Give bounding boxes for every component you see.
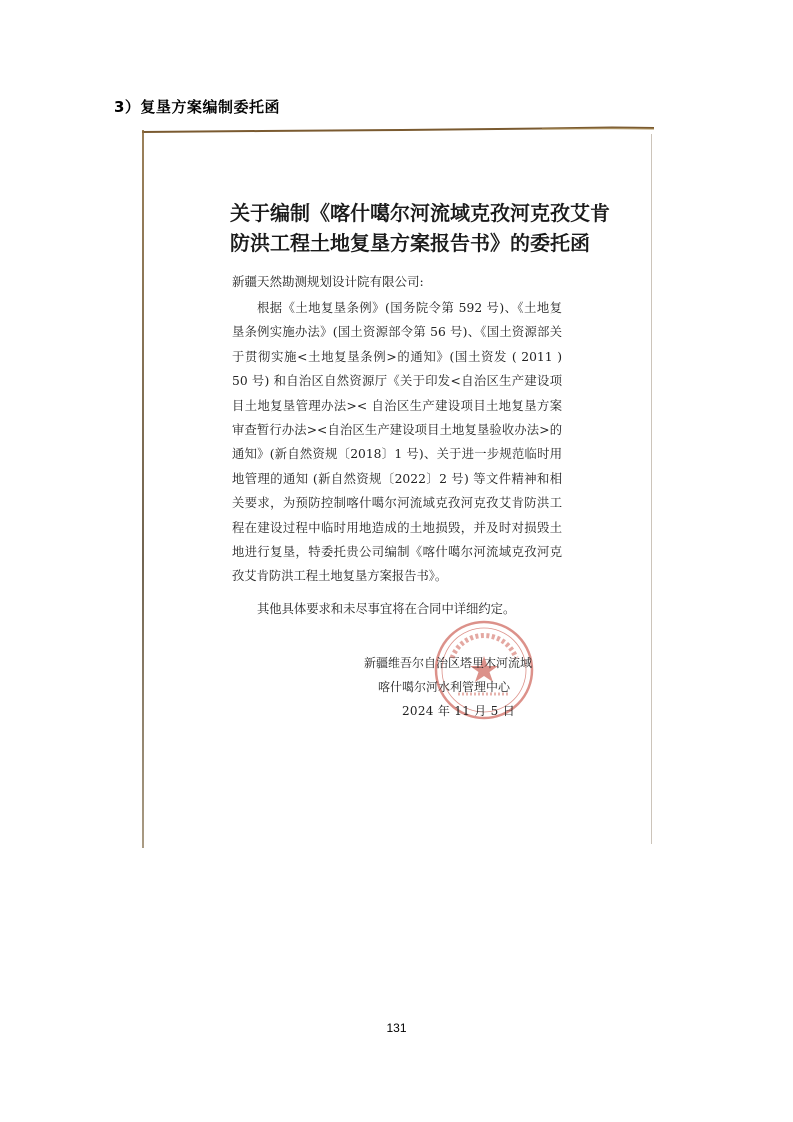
- letter-salutation: 新疆天然勘测规划设计院有限公司:: [232, 274, 424, 289]
- signature-organization-line-2: 喀什噶尔河水利管理中心: [378, 680, 511, 694]
- scan-top-edge: [142, 126, 654, 134]
- letter-signature: [364, 651, 584, 723]
- page-number: 131: [386, 1021, 407, 1035]
- letter-title-line-2: 防洪工程土地复垦方案报告书》的委托函: [230, 231, 590, 255]
- scan-left-edge: [142, 130, 144, 848]
- signature-date: 2024 年 11 月 5 日: [402, 704, 516, 718]
- letter-closing: 其他具体要求和未尽事宜将在合同中详细约定。: [257, 602, 516, 616]
- section-heading: 3）复垦方案编制委托函: [114, 98, 280, 116]
- signature-organization-line-1: 新疆维吾尔自治区塔里木河流域: [364, 656, 533, 670]
- scanned-letter: [142, 124, 654, 850]
- letter-title: [230, 198, 610, 258]
- letter-body: 根据《土地复垦条例》(国务院令第 592 号)、《土地复垦条例实施办法》(国土资源部令第 56 号)、《国土资源部关于贯彻实施<土地复垦条例>的通知》(国土资发 ( 2011 ) 50 号) 和自治区自然资源厅《关于印发<自治区生产建设项目土地复垦管理办法>< 自治区生产建设项目土地复垦方案审查暂行办法><自治区生产建设项目土地复垦验收办法>的通知》(新自然资规〔2018〕1 号)、关于进一步规范临时用地管理的通知 (新自然资规〔2022〕2 号) 等文件精神和相关要求，为预防控制喀什噶尔河流域克孜河克孜艾肯防洪工程在建设过程中临时用地造成的土地损毁，并及时对损毁土地进行复垦，特委托贵公司编制《喀什噶尔河流域克孜河克孜艾肯防洪工程土地复垦方案报告书》。: [232, 301, 562, 584]
- scan-right-edge: [651, 134, 652, 844]
- letter-title-line-1: 关于编制《喀什噶尔河流域克孜河克孜艾肯: [230, 201, 610, 225]
